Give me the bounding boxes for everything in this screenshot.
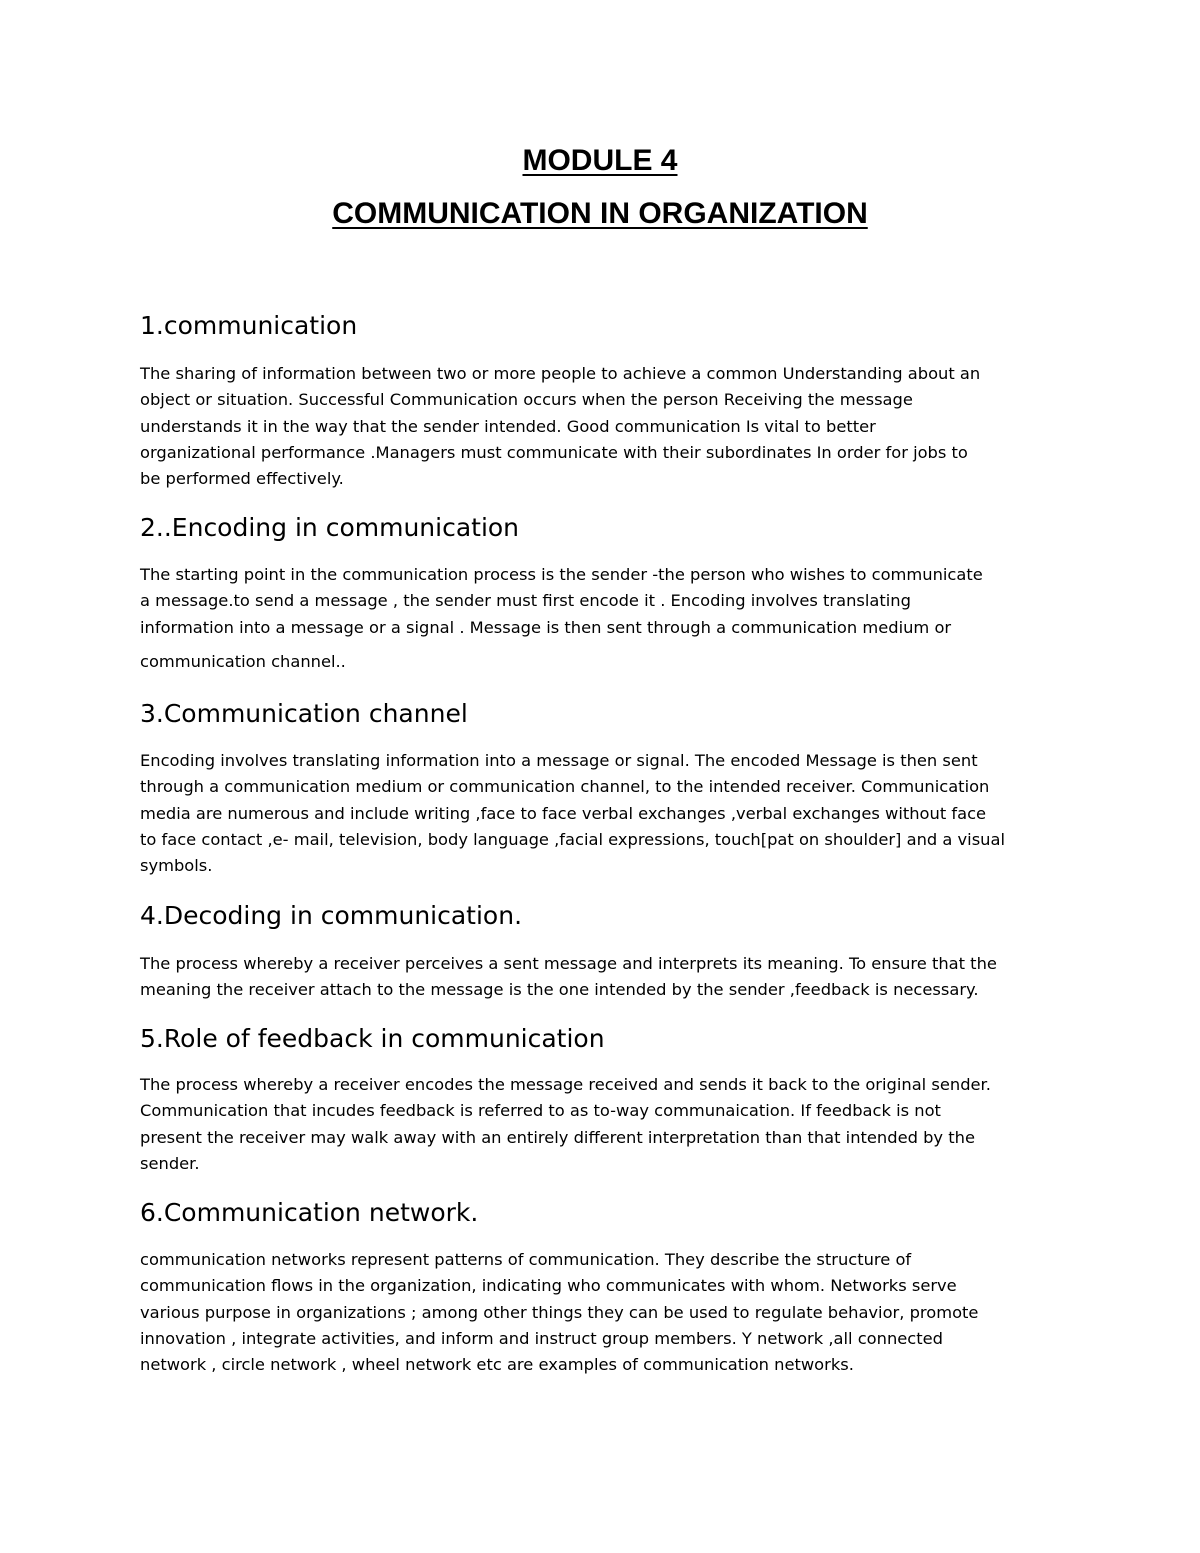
paragraph-line: The starting point in the communication process is the sender -the person who wishes to communicate bbox=[140, 565, 983, 584]
paragraph-line: sender. bbox=[140, 1153, 200, 1173]
section-heading: 4.Decoding in communication. bbox=[140, 901, 523, 930]
section-heading: 5.Role of feedback in communication bbox=[140, 1024, 605, 1053]
section-paragraph bbox=[140, 361, 980, 492]
paragraph-line: Communication that incudes feedback is referred to as to-way communaication. If feedback is not bbox=[140, 1101, 941, 1121]
section-paragraph bbox=[140, 951, 997, 1004]
paragraph-line: The process whereby a receiver encodes the message received and sends it back to the original sender. bbox=[140, 1075, 991, 1094]
module-subtitle: COMMUNICATION IN ORGANIZATION bbox=[332, 197, 868, 230]
section-heading: 6.Communication network. bbox=[140, 1198, 479, 1227]
paragraph-line: be performed effectively. bbox=[140, 469, 344, 489]
section-heading: 3.Communication channel bbox=[140, 699, 468, 728]
paragraph-line: present the receiver may walk away with an entirely different interpretation than that intended by the bbox=[140, 1127, 975, 1147]
paragraph-line: network , circle network , wheel network etc are examples of communication networks. bbox=[140, 1355, 854, 1375]
paragraph-line: understands it in the way that the sender intended. Good communication Is vital to better bbox=[140, 416, 876, 436]
section-paragraph bbox=[140, 1247, 978, 1378]
paragraph-line: organizational performance .Managers must communicate with their subordinates In order for jobs to bbox=[140, 442, 968, 462]
section-heading: 1.communication bbox=[140, 311, 358, 340]
paragraph-line: media are numerous and include writing ,face to face verbal exchanges ,verbal exchanges without face bbox=[140, 803, 987, 823]
paragraph-line: innovation , integrate activities, and inform and instruct group members. Y network ,all connected bbox=[140, 1328, 943, 1348]
paragraph-line: The sharing of information between two or more people to achieve a common Understanding about an bbox=[140, 364, 981, 383]
paragraph-line: The process whereby a receiver perceives a sent message and interprets its meaning. To ensure that the bbox=[140, 954, 997, 973]
section-paragraph bbox=[140, 748, 1005, 879]
paragraph-line: object or situation. Successful Communication occurs when the person Receiving the message bbox=[140, 390, 913, 410]
paragraph-line: information into a message or a signal . Message is then sent through a communication medium or bbox=[140, 617, 952, 637]
paragraph-line: meaning the receiver attach to the message is the one intended by the sender ,feedback is necessary. bbox=[140, 980, 979, 1000]
section-heading: 2..Encoding in communication bbox=[140, 513, 520, 542]
paragraph-line: through a communication medium or communication channel, to the intended receiver. Communication bbox=[140, 777, 990, 797]
paragraph-line: a message.to send a message , the sender must first encode it . Encoding involves translating bbox=[140, 591, 911, 611]
paragraph-line: to face contact ,e- mail, television, body language ,facial expressions, touch[pat on shoulder] and a visual bbox=[140, 829, 1006, 849]
paragraph-line: various purpose in organizations ; among other things they can be used to regulate behavior, promote bbox=[140, 1302, 979, 1322]
paragraph-line: symbols. bbox=[140, 856, 213, 876]
paragraph-line: communication flows in the organization, indicating who communicates with whom. Networks serve bbox=[140, 1276, 957, 1296]
section-paragraph bbox=[140, 562, 983, 675]
section-paragraph bbox=[140, 1072, 991, 1177]
paragraph-line: Encoding involves translating information into a message or signal. The encoded Message is then sent bbox=[140, 751, 978, 770]
module-title: MODULE 4 bbox=[522, 144, 678, 177]
paragraph-line: communication networks represent patterns of communication. They describe the structure of bbox=[140, 1250, 912, 1269]
paragraph-line: communication channel.. bbox=[140, 651, 346, 671]
